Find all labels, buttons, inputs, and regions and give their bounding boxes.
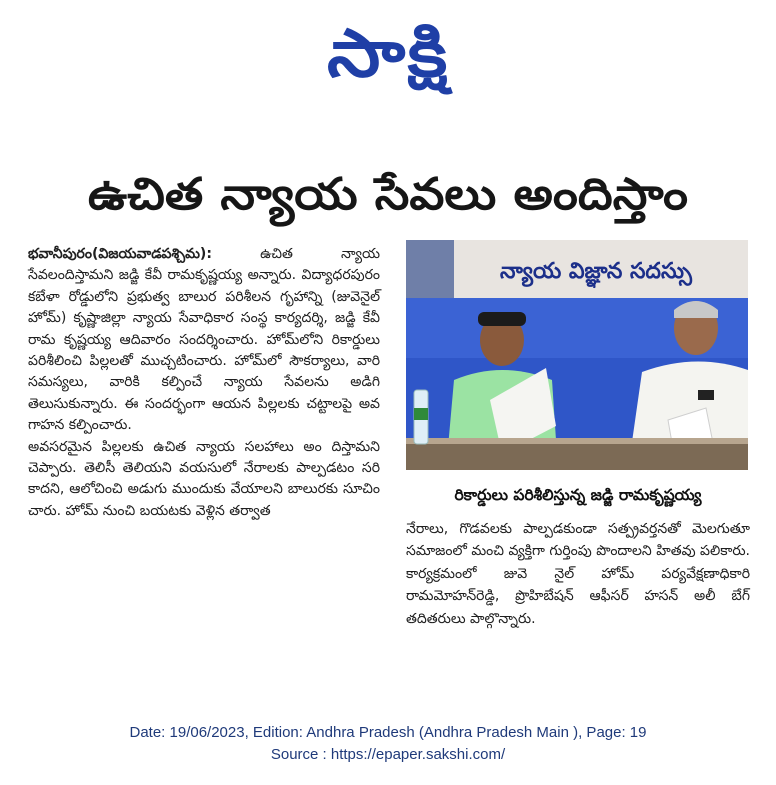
footer-edition-line: Date: 19/06/2023, Edition: Andhra Pradesh (Andhra Pradesh Main ), Page: 19 bbox=[129, 724, 647, 741]
headline-text: ఉచిత న్యాయ సేవలు అందిస్తాం bbox=[87, 169, 689, 220]
photo-banner-text: న్యాయ విజ్ఞాన సదస్సు bbox=[500, 259, 692, 284]
article-dateline: భవానీపురం(విజయవాడపశ్చిమ): bbox=[28, 246, 212, 262]
article-headline bbox=[0, 162, 776, 228]
photo-banner-emblem bbox=[406, 240, 454, 298]
newspaper-masthead bbox=[0, 14, 776, 94]
article-right-column bbox=[406, 518, 750, 630]
photo-caption: రికార్డులు పరిశీలిస్తున్న జడ్జి రామకృష్ణయ్య bbox=[454, 486, 702, 504]
article-paragraph-1 bbox=[28, 244, 380, 437]
footer-source-line: Source : https://epaper.sakshi.com/ bbox=[270, 746, 506, 763]
masthead-logo-text: సాక్షి bbox=[326, 15, 450, 92]
news-photo bbox=[406, 240, 748, 470]
photo-table-edge bbox=[406, 438, 748, 444]
article-paragraph-3: నేరాలు, గొడవలకు పాల్పడకుండా సత్ప్రవర్తనతో మెలగుతూ సమాజంలో మంచి వ్యక్తిగా గుర్తింపు పొందాలని హితవు పలికారు. కార్యక్రమంలో జువె నైల్ హోమ్ పర్యవేక్షణాధికారి రామమోహన్‌రెడ్డి, ప్రొహిబేషన్ ఆఫీసర్ హసన్ అలీ బేగ్ తదితరులు పాల్గొన్నారు. bbox=[406, 521, 750, 627]
photo-bottle-label bbox=[414, 408, 428, 420]
article-paragraph-1-body: ఉచిత న్యాయ సేవలందిస్తామని జడ్జి కేవీ రామకృష్ణయ్య అన్నారు. విద్యాధరపురం కబేళా రోడ్డులోని ప్రభుత్వ బాలుర పరిశీలన గృహాన్ని (జువెనైల్ హోమ్) కృష్ణాజిల్లా న్యాయ సేవాధికార సంస్థ కార్యదర్శి, జడ్జి కేవీ రామ కృష్ణయ్య ఆదివారం సందర్శించారు. హోమ్‌లోని రికార్డులు పరిశీలించి పిల్లలతో ముచ్చటించారు. హోమ్‌లో సౌకర్యాలు, వారి సమస్యలు, వారికి కల్పించే న్యాయ సేవలను అడిగి తెలుసుకున్నారు. ఈ సందర్భంగా ఆయన పిల్లలకు చట్టాలపై అవ గాహన కల్పించారు. bbox=[28, 246, 381, 434]
article-left-column bbox=[28, 244, 380, 522]
photo-person-right-badge bbox=[698, 390, 714, 400]
article-paragraph-2: అవసరమైన పిల్లలకు ఉచిత న్యాయ సలహాలు అం దిస్తామని చెప్పారు. తెలిసీ తెలియని వయసులో నేరాలకు పాల్పడటం సరి కాదని, ఆలోచించి అడుగు ముందుకు వేయాలని బాలురకు సూచిం చారు. హోమ్ నుంచి బయటకు వెళ్లిన తర్వాత bbox=[28, 438, 380, 519]
epaper-footer bbox=[0, 722, 776, 766]
news-photo-illustration bbox=[406, 240, 748, 470]
photo-person-left-hair bbox=[478, 312, 526, 326]
